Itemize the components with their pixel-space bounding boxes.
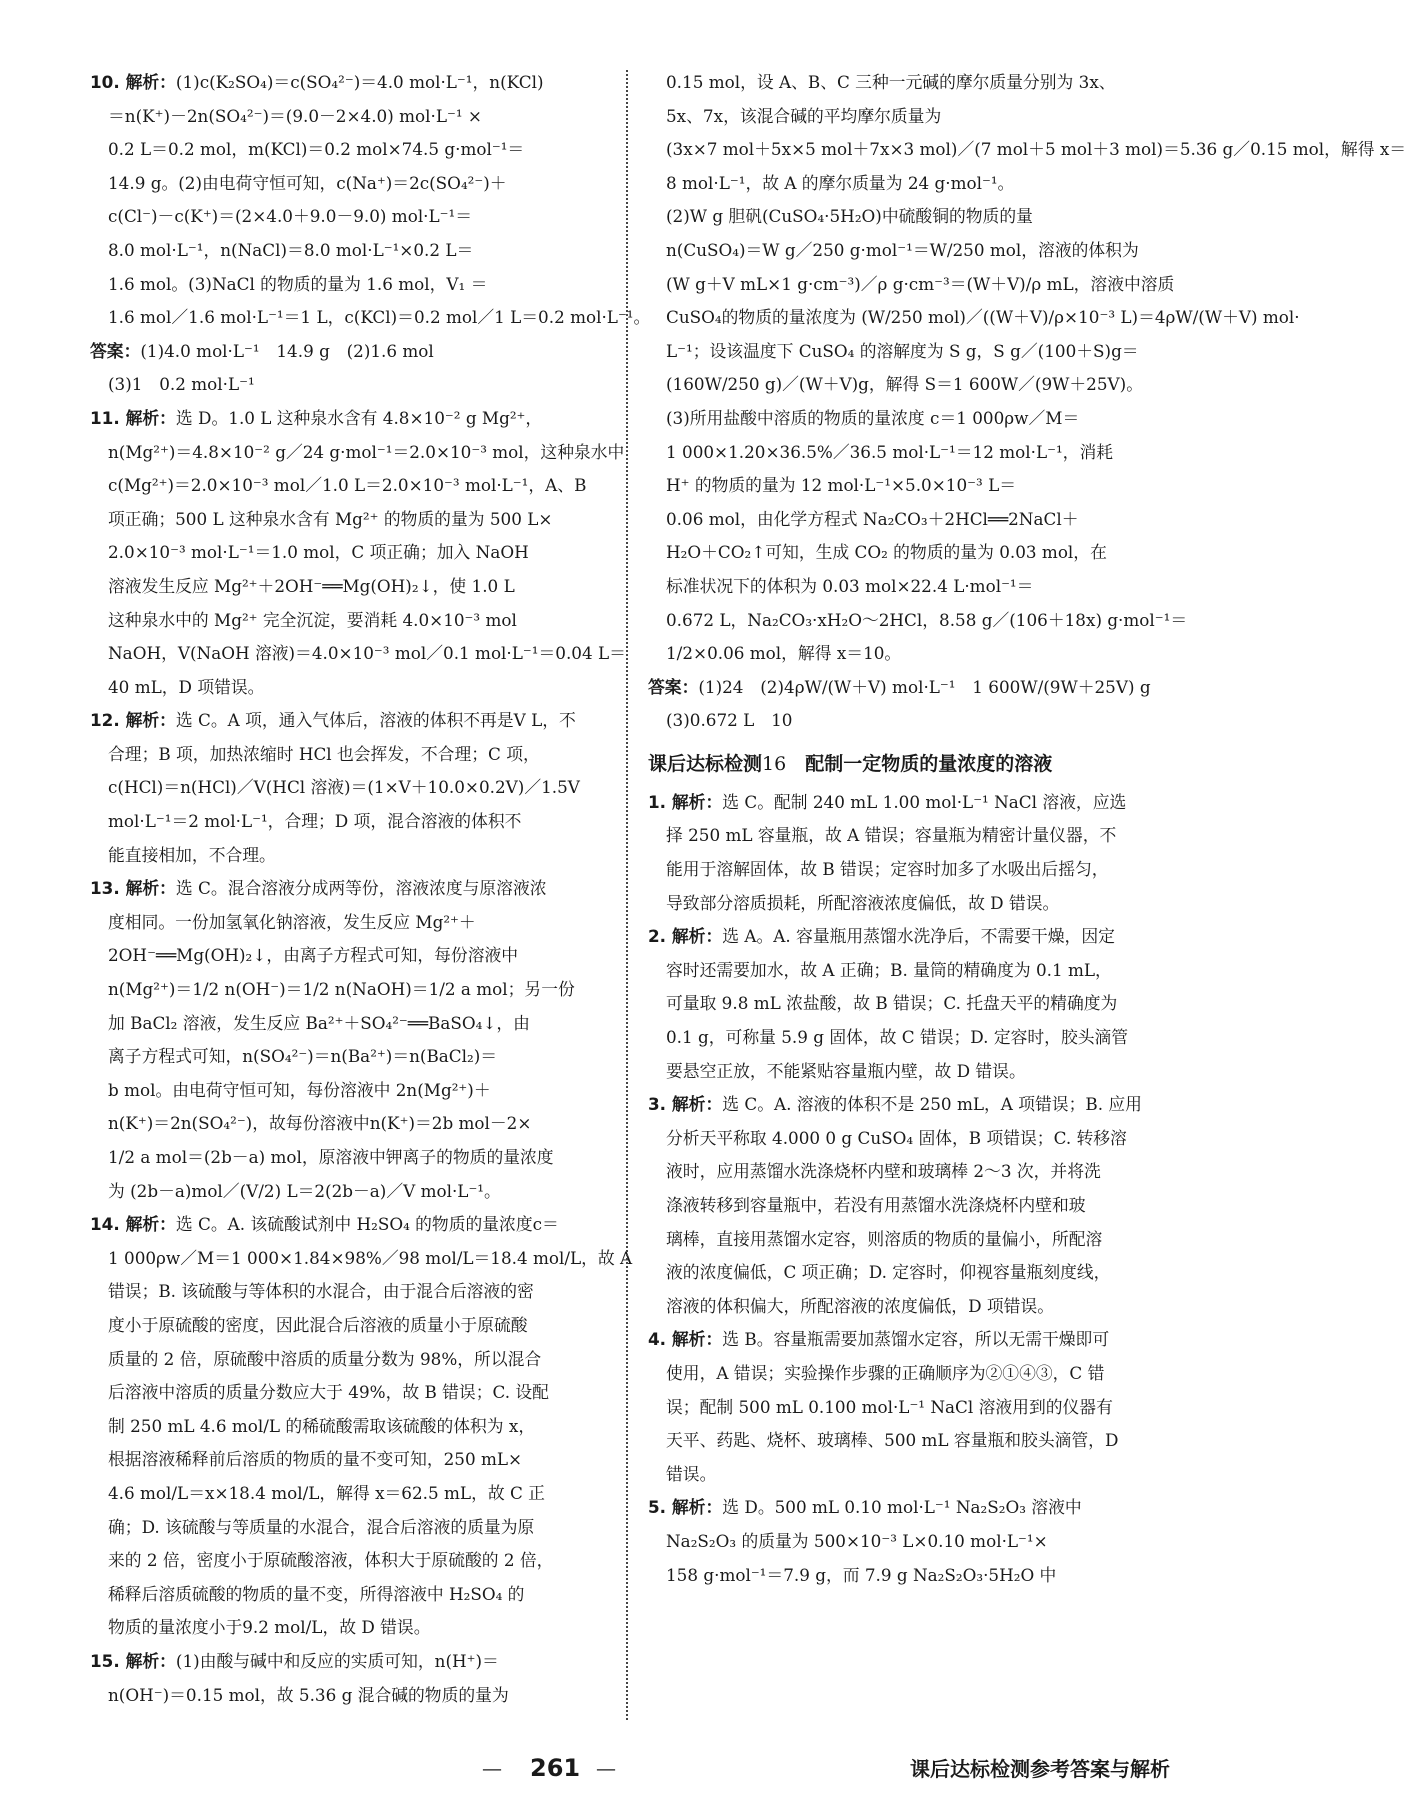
text-line: 0.06 mol，由化学方程式 Na₂CO₃＋2HCl══2NaCl＋: [666, 508, 1079, 529]
text-line: 璃棒，直接用蒸馏水定容，则溶质的物质的量偏小，所配溶: [666, 1228, 1103, 1249]
text-line: 可量取 9.8 mL 浓盐酸，故 B 错误；C. 托盘天平的精确度为: [666, 993, 1118, 1014]
text-line: 1. 解析：选 C。配制 240 mL 1.00 mol·L⁻¹ NaCl 溶液，应选: [648, 791, 1127, 812]
text-line: 1/2 a mol＝(2b－a) mol，原溶液中钾离子的物质的量浓度: [108, 1147, 554, 1167]
right-column: [648, 66, 1406, 1726]
text-line: 项正确；500 L 这种泉水含有 Mg²⁺ 的物质的量为 500 L×: [108, 508, 553, 529]
text-line: (3)1 0.2 mol·L⁻¹: [108, 374, 255, 395]
text-line: (160W/250 g)／(W＋V)g，解得 S＝1 600W／(9W＋25V)。: [666, 374, 1143, 395]
text-line: 40 mL，D 项错误。: [108, 676, 265, 697]
right-column-answers: [648, 66, 1406, 738]
text-line: 要悬空正放，不能紧贴容量瓶内壁，故 D 错误。: [666, 1060, 1026, 1081]
footer-title: 课后达标检测参考答案与解析: [910, 1757, 1170, 1781]
text-line: Na₂S₂O₃ 的质量为 500×10⁻³ L×0.10 mol·L⁻¹×: [666, 1530, 1048, 1551]
text-line: NaOH，V(NaOH 溶液)＝4.0×10⁻³ mol／0.1 mol·L⁻¹＝0.04 L＝: [108, 643, 626, 664]
column-divider: [626, 70, 628, 1720]
text-line: 导致部分溶质损耗，所配溶液浓度偏低，故 D 错误。: [666, 892, 1060, 913]
text-line: 离子方程式可知，n(SO₄²⁻)＝n(Ba²⁺)＝n(BaCl₂)＝: [108, 1046, 498, 1067]
section-heading: [648, 744, 1173, 784]
text-line: 2.0×10⁻³ mol·L⁻¹＝1.0 mol，C 项正确；加入 NaOH: [108, 542, 529, 563]
text-line: CuSO₄的物质的量浓度为 (W/250 mol)／((W＋V)/ρ×10⁻³ L)＝4ρW/(W＋V) mol·: [666, 307, 1300, 328]
text-line: 能用于溶解固体，故 B 错误；定容时加多了水吸出后摇匀，: [666, 859, 1109, 880]
text-line: n(OH⁻)＝0.15 mol，故 5.36 g 混合碱的物质的量为: [108, 1684, 509, 1705]
text-line: 1.6 mol／1.6 mol·L⁻¹＝1 L，c(KCl)＝0.2 mol／1 L＝0.2 mol·L⁻¹。: [108, 307, 651, 328]
text-line: 答案：(1)4.0 mol·L⁻¹ 14.9 g (2)1.6 mol: [90, 340, 434, 361]
text-line: (2)W g 胆矾(CuSO₄·5H₂O)中硫酸铜的物质的量: [666, 206, 1033, 227]
text-line: 溶液的体积偏大，所配溶液的浓度偏低，D 项错误。: [666, 1295, 1054, 1316]
text-line: 2. 解析：选 A。A. 容量瓶用蒸馏水洗净后，不需要干燥，因定: [648, 926, 1115, 947]
page-number: 261: [530, 1754, 581, 1782]
section-heading-title: 配制一定物质的量浓度的溶液: [805, 752, 1053, 775]
text-line: 1.6 mol。(3)NaCl 的物质的量为 1.6 mol，V₁ ＝: [108, 273, 488, 294]
text-line: n(CuSO₄)＝W g／250 g·mol⁻¹＝W/250 mol，溶液的体积为: [666, 239, 1139, 260]
text-line: 错误。: [666, 1463, 717, 1484]
text-line: 度相同。一份加氢氧化钠溶液，发生反应 Mg²⁺＋: [108, 911, 476, 932]
text-line: 158 g·mol⁻¹＝7.9 g，而 7.9 g Na₂S₂O₃·5H₂O 中: [666, 1564, 1057, 1585]
text-line: 容时还需要加水，故 A 正确；B. 量筒的精确度为 0.1 mL，: [666, 959, 1112, 980]
text-line: 这种泉水中的 Mg²⁺ 完全沉淀，要消耗 4.0×10⁻³ mol: [108, 609, 517, 630]
footer-dash-right: —: [596, 1756, 616, 1780]
text-line: 为 (2b－a)mol／(V/2) L＝2(2b－a)／V mol·L⁻¹。: [108, 1180, 501, 1201]
text-line: 错误；B. 该硫酸与等体积的水混合，由于混合后溶液的密: [108, 1281, 534, 1302]
section-heading-number: 16: [762, 752, 787, 775]
text-line: 后溶液中溶质的质量分数应大于 49%，故 B 错误；C. 设配: [108, 1382, 549, 1403]
text-line: 4.6 mol/L＝x×18.4 mol/L，解得 x＝62.5 mL，故 C 正: [108, 1482, 545, 1503]
text-line: 液的浓度偏低，C 项正确；D. 定容时，仰视容量瓶刻度线，: [666, 1262, 1111, 1283]
text-line: 1 000ρw／M＝1 000×1.84×98%／98 mol/L＝18.4 mol/L，故 A: [108, 1247, 633, 1268]
text-line: 标准状况下的体积为 0.03 mol×22.4 L·mol⁻¹＝: [666, 575, 1034, 596]
text-line: 择 250 mL 容量瓶，故 A 错误；容量瓶为精密计量仪器，不: [666, 825, 1117, 846]
text-line: 能直接相加，不合理。: [108, 844, 276, 865]
text-line: 溶液发生反应 Mg²⁺＋2OH⁻══Mg(OH)₂↓，使 1.0 L: [108, 575, 515, 596]
text-line: 5x、7x，该混合碱的平均摩尔质量为: [666, 105, 942, 126]
text-line: c(HCl)＝n(HCl)／V(HCl 溶液)＝(1×V＋10.0×0.2V)／1.5V: [108, 777, 580, 798]
text-line: 确；D. 该硫酸与等质量的水混合，混合后溶液的质量为原: [108, 1516, 535, 1537]
text-line: c(Mg²⁺)＝2.0×10⁻³ mol／1.0 L＝2.0×10⁻³ mol·L⁻¹，A、B: [108, 475, 587, 496]
text-line: 14.9 g。(2)由电荷守恒可知，c(Na⁺)＝2c(SO₄²⁻)＋: [108, 172, 507, 193]
text-line: 11. 解析：选 D。1.0 L 这种泉水含有 4.8×10⁻² g Mg²⁺，: [90, 407, 543, 428]
text-line: 0.15 mol，设 A、B、C 三种一元碱的摩尔质量分别为 3x、: [666, 72, 1116, 92]
text-line: 14. 解析：选 C。A. 该硫酸试剂中 H₂SO₄ 的物质的量浓度c＝: [90, 1214, 559, 1235]
text-line: n(Mg²⁺)＝1/2 n(OH⁻)＝1/2 n(NaOH)＝1/2 a mol；另一份: [108, 979, 575, 1000]
right-column-answers-16: [648, 786, 1173, 1592]
text-line: b mol。由电荷守恒可知，每份溶液中 2n(Mg²⁺)＋: [108, 1079, 491, 1100]
text-line: (3)0.672 L 10: [666, 710, 793, 731]
text-line: 12. 解析：选 C。A 项，通入气体后，溶液的体积不再是V L，不: [90, 710, 576, 731]
text-line: L⁻¹；设该温度下 CuSO₄ 的溶解度为 S g，S g／(100＋S)g＝: [666, 340, 1139, 361]
text-line: 8 mol·L⁻¹，故 A 的摩尔质量为 24 g·mol⁻¹。: [666, 172, 1015, 193]
text-line: 度小于原硫酸的密度，因此混合后溶液的质量小于原硫酸: [108, 1314, 528, 1335]
footer-dash-left: —: [482, 1756, 502, 1780]
text-line: 10. 解析：(1)c(K₂SO₄)＝c(SO₄²⁻)＝4.0 mol·L⁻¹，n(KCl): [90, 72, 544, 92]
text-line: 制 250 mL 4.6 mol/L 的稀硫酸需取该硫酸的体积为 x，: [108, 1415, 536, 1436]
text-line: 0.672 L，Na₂CO₃·xH₂O～2HCl，8.58 g／(106＋18x) g·mol⁻¹＝: [666, 609, 1188, 630]
text-line: 稀释后溶质硫酸的物质的量不变，所得溶液中 H₂SO₄ 的: [108, 1583, 525, 1604]
text-line: 加 BaCl₂ 溶液，发生反应 Ba²⁺＋SO₄²⁻══BaSO₄↓，由: [108, 1012, 530, 1033]
text-line: mol·L⁻¹＝2 mol·L⁻¹，合理；D 项，混合溶液的体积不: [108, 811, 522, 832]
text-line: (3x×7 mol＋5x×5 mol＋7x×3 mol)／(7 mol＋5 mol＋3 mol)＝5.36 g／0.15 mol，解得 x＝: [666, 139, 1406, 160]
text-line: 3. 解析：选 C。A. 溶液的体积不是 250 mL，A 项错误；B. 应用: [648, 1094, 1142, 1115]
text-line: 使用，A 错误；实验操作步骤的正确顺序为②①④③，C 错: [666, 1362, 1105, 1383]
text-line: 天平、药匙、烧杯、玻璃棒、500 mL 容量瓶和胶头滴管，D: [666, 1430, 1119, 1451]
text-line: 8.0 mol·L⁻¹，n(NaCl)＝8.0 mol·L⁻¹×0.2 L＝: [108, 239, 474, 260]
text-line: H⁺ 的物质的量为 12 mol·L⁻¹×5.0×10⁻³ L＝: [666, 475, 1016, 496]
text-line: 根据溶液稀释前后溶质的物质的量不变可知，250 mL×: [108, 1449, 523, 1470]
text-line: 0.1 g，可称量 5.9 g 固体，故 C 错误；D. 定容时，胶头滴管: [666, 1027, 1129, 1048]
text-line: 质量的 2 倍，原硫酸中溶质的质量分数为 98%，所以混合: [108, 1348, 542, 1369]
text-line: 误；配制 500 mL 0.100 mol·L⁻¹ NaCl 溶液用到的仪器有: [666, 1396, 1113, 1417]
text-line: 1/2×0.06 mol，解得 x＝10。: [666, 643, 902, 664]
text-line: 1 000×1.20×36.5%／36.5 mol·L⁻¹＝12 mol·L⁻¹，消耗: [666, 441, 1114, 462]
text-line: 15. 解析：(1)由酸与碱中和反应的实质可知，n(H⁺)＝: [90, 1650, 499, 1671]
text-line: n(K⁺)＝2n(SO₄²⁻)，故每份溶液中n(K⁺)＝2b mol－2×: [108, 1113, 532, 1134]
text-line: (3)所用盐酸中溶质的物质的量浓度 c＝1 000ρw／M＝: [666, 407, 1080, 428]
text-line: 合理；B 项，加热浓缩时 HCl 也会挥发，不合理；C 项，: [108, 743, 540, 764]
text-line: 0.2 L＝0.2 mol，m(KCl)＝0.2 mol×74.5 g·mol⁻¹＝: [108, 139, 525, 160]
text-line: (W g＋V mL×1 g·cm⁻³)／ρ g·cm⁻³＝(W＋V)/ρ mL，溶液中溶质: [666, 273, 1175, 294]
text-line: 涤液转移到容量瓶中，若没有用蒸馏水洗涤烧杯内壁和玻: [666, 1195, 1086, 1215]
text-line: 13. 解析：选 C。混合溶液分成两等份，溶液浓度与原溶液浓: [90, 878, 547, 899]
text-line: n(Mg²⁺)＝4.8×10⁻² g／24 g·mol⁻¹＝2.0×10⁻³ mol，这种泉水中: [108, 441, 625, 462]
text-line: 答案：(1)24 (2)4ρW/(W＋V) mol·L⁻¹ 1 600W/(9W＋25V) g: [648, 676, 1151, 697]
text-line: ＝n(K⁺)－2n(SO₄²⁻)＝(9.0－2×4.0) mol·L⁻¹ ×: [108, 105, 482, 126]
text-line: 液时，应用蒸馏水洗涤烧杯内壁和玻璃棒 2～3 次，并将洗: [666, 1161, 1101, 1182]
text-line: 分析天平称取 4.000 0 g CuSO₄ 固体，B 项错误；C. 转移溶: [666, 1127, 1127, 1148]
text-line: H₂O＋CO₂↑可知，生成 CO₂ 的物质的量为 0.03 mol，在: [666, 542, 1107, 563]
section-heading-prefix: 课后达标检测: [648, 752, 763, 775]
text-line: c(Cl⁻)－c(K⁺)＝(2×4.0＋9.0－9.0) mol·L⁻¹＝: [108, 206, 473, 227]
left-column: [90, 66, 651, 1726]
text-line: 5. 解析：选 D。500 mL 0.10 mol·L⁻¹ Na₂S₂O₃ 溶液中: [648, 1497, 1082, 1518]
text-line: 2OH⁻══Mg(OH)₂↓，由离子方程式可知，每份溶液中: [108, 945, 519, 966]
text-line: 4. 解析：选 B。容量瓶需要加蒸馏水定容，所以无需干燥即可: [648, 1329, 1110, 1350]
text-line: 物质的量浓度小于9.2 mol/L，故 D 错误。: [108, 1617, 431, 1638]
text-line: 来的 2 倍，密度小于原硫酸溶液，体积大于原硫酸的 2 倍，: [108, 1550, 554, 1571]
